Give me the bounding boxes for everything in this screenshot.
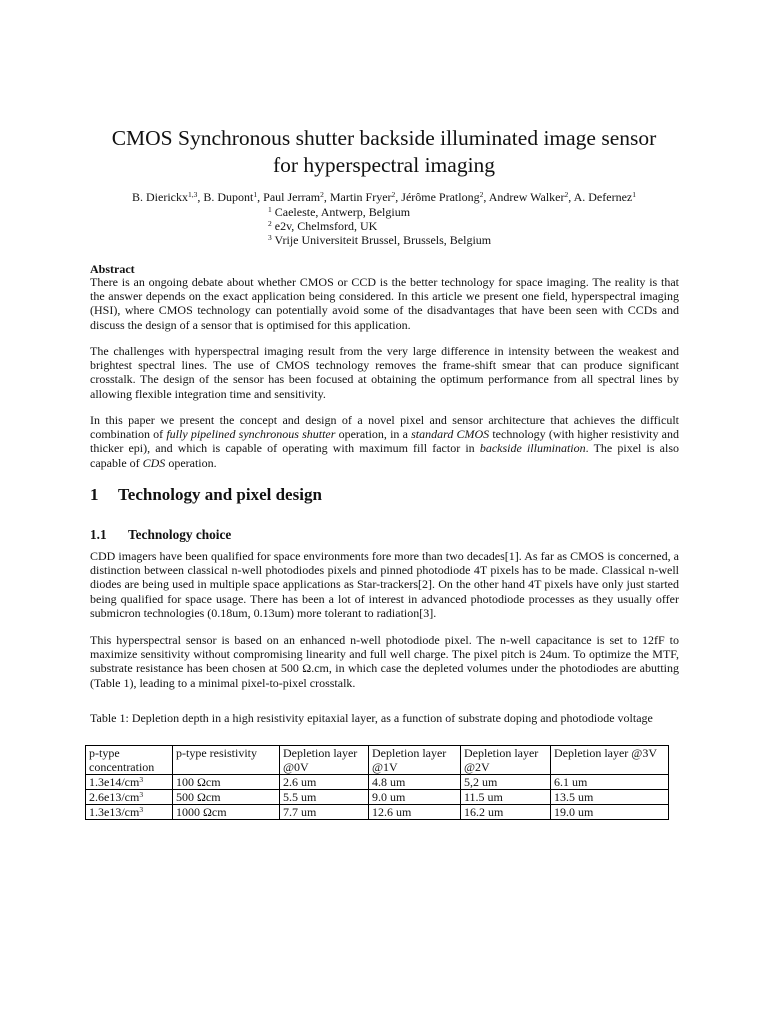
subsection-heading: 1.1 Technology choice	[90, 527, 232, 542]
paper-title	[89, 125, 679, 179]
affiliation-list	[268, 205, 491, 247]
author: Martin Fryer$^2$	[329, 190, 396, 204]
abstract-paragraph: In this paper we present the concept and design of a novel pixel and sensor architecture that achieves the difficult combination of fully pipelined synchronous shutter operation, in a standard CMOS technology (with higher resistivity and thicker epi), and which is capable of operating with maximum fill factor in backside illumination. The pixel is also capable of CDS operation.	[90, 413, 680, 470]
author-list: B. Dierickx$^{1,3}$, B. Dupont$^1$, Paul Jerram$^2$, Martin Fryer$^2$, Jérôme Pratlong$^2$, Andrew Walker$^2$, A. Defernez$^1$	[132, 190, 636, 204]
author: Andrew Walker$^2$	[488, 190, 569, 204]
affiliation: $^2$ e2v, Chelmsford, UK	[268, 219, 378, 233]
table-cell: 19.0 um	[551, 805, 669, 820]
table-header-cell: Depletion layer @3V	[551, 746, 669, 775]
table-header-cell: p-type concentration	[86, 746, 173, 775]
table-cell: $1.3e14/cm^3$	[86, 775, 173, 790]
body-paragraph: This hyperspectral sensor is based on an enhanced n-well photodiode pixel. The n-well capacitance is set to 12fF to maximize sensitivity without compromising linearity and full well charge. The pixel pitch is 24um. To optimize the MTF, substrate resistance has been chosen at 500 Ω.cm, in which case the depleted volumes under the photodiodes are abutting (Table 1), leading to a minimal pixel-to-pixel crosstalk.	[90, 633, 679, 690]
table-cell: 9.0 um	[369, 790, 461, 805]
table-header-cell: Depletion layer @1V	[369, 746, 461, 775]
table-cell: $2.6e13/cm^3$	[86, 790, 173, 805]
table-header-cell: Depletion layer @2V	[461, 746, 551, 775]
table-header-row	[86, 746, 669, 775]
author: B. Dupont$^1$	[203, 190, 258, 204]
table-header-cell: p-type resistivity	[173, 746, 280, 775]
table-caption: Table 1: Depletion depth in a high resistivity epitaxial layer, as a function of substrate doping and photodiode voltage	[90, 711, 653, 725]
table-header-cell: Depletion layer @0V	[280, 746, 369, 775]
table-cell: 13.5 um	[551, 790, 669, 805]
abstract-paragraph: There is an ongoing debate about whether CMOS or CCD is the better technology for space imaging. The reality is that the answer depends on the exact application being considered. In this article we present one field, hyperspectral imaging (HSI), where CMOS technology can potentially avoid some of the disadvantages that have been seen with CCDs and discuss the design of a sensor that is optimised for this application.	[90, 275, 679, 332]
affiliation: $^3$ Vrije Universiteit Brussel, Brussels, Belgium	[268, 233, 492, 247]
abstract-heading: Abstract	[90, 262, 135, 276]
table-cell: 7.7 um	[280, 805, 369, 820]
table-cell: 2.6 um	[280, 775, 369, 790]
abstract-paragraph: The challenges with hyperspectral imaging result from the very large difference in intensity between the weakest and brightest spectral lines. The use of CMOS technology removes the frame-shift smear that can produce significant crosstalk. The design of the sensor has been focused at obtaining the optimum performance from all spectral lines by allowing flexible integration time and sensitivity.	[90, 344, 679, 401]
table-cell: $1.3e13/cm^3$	[86, 805, 173, 820]
table-cell: 4.8 um	[369, 775, 461, 790]
table-cell: 12.6 um	[369, 805, 461, 820]
author: Paul Jerram$^2$	[263, 190, 324, 204]
table-cell: 16.2 um	[461, 805, 551, 820]
table-cell: 1000 Ωcm	[173, 805, 280, 820]
author: Jérôme Pratlong$^2$	[401, 190, 484, 204]
table-cell: 6.1 um	[551, 775, 669, 790]
body-paragraph: CDD imagers have been qualified for space environments fore more than two decades[1]. As far as CMOS is concerned, a distinction between classical n-well photodiodes pixels and pinned photodiode 4T pixels has to be made. Classical n-well diodes are being used in multiple space applications as Star-trackers[2]. On the other hand 4T pixels have only just started being qualified for space usage. There has been a lot of interest in advanced photodiode processes as they usually offer submicron technologies (0.18um, 0.13um) more tolerant to radiation[3].	[90, 549, 679, 620]
table-cell: 11.5 um	[461, 790, 551, 805]
section-heading: 1 Technology and pixel design	[90, 485, 322, 504]
table-row	[86, 805, 669, 820]
table-cell: 5.5 um	[280, 790, 369, 805]
table-cell: 100 Ωcm	[173, 775, 280, 790]
author: A. Defernez$^1$	[573, 190, 636, 204]
title-line-1: CMOS Synchronous shutter backside illuminated image sensor	[111, 126, 657, 150]
title-line-2: for hyperspectral imaging	[272, 153, 496, 177]
affiliation: $^1$ Caeleste, Antwerp, Belgium	[268, 205, 411, 219]
depletion-table	[85, 745, 669, 820]
author: B. Dierickx$^{1,3}$	[132, 190, 198, 204]
table-row	[86, 775, 669, 790]
table-cell: 5,2 um	[461, 775, 551, 790]
table-row	[86, 790, 669, 805]
table-cell: 500 Ωcm	[173, 790, 280, 805]
